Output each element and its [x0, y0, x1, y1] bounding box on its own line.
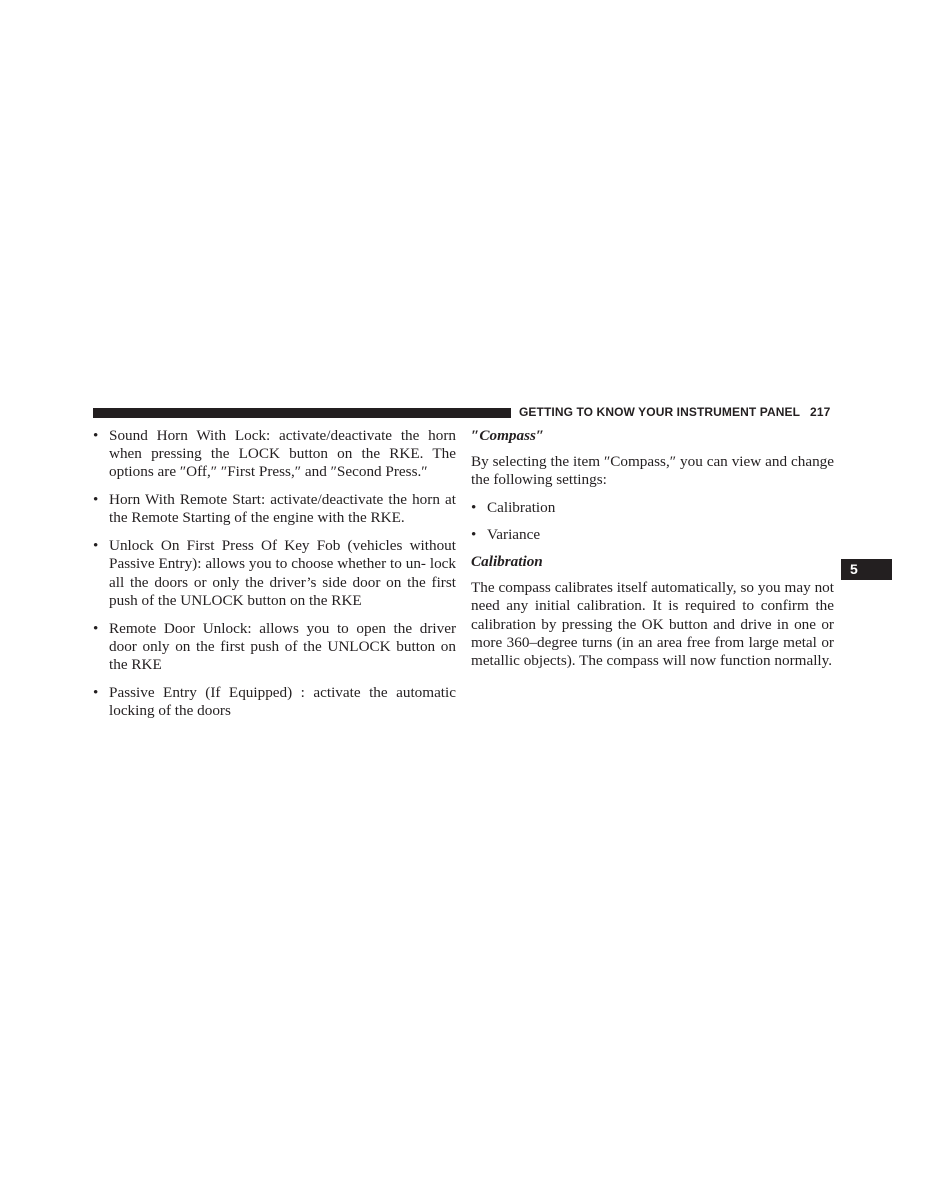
list-item-text: Sound Horn With Lock: activate/deactivate the horn when pressing the LOCK button on the RKE. The options are ″Off,″ ″First Press,″ and ″Second Press.″ — [109, 427, 456, 481]
right-column — [471, 427, 834, 670]
page-number: 217 — [810, 405, 831, 419]
list-item — [93, 491, 456, 527]
calibration-text: The compass calibrates itself automatically, so you may not need any initial calibration. It is required to confirm the calibration by pressing the OK button and drive in one or more 360–degree turns (in an area free from large metal or metallic objects). The compass will now function normally. — [471, 579, 834, 670]
compass-heading: ″Compass″ — [471, 427, 545, 444]
list-item-text: Variance — [487, 525, 541, 543]
section-title: GETTING TO KNOW YOUR INSTRUMENT PANEL — [519, 405, 801, 419]
running-header — [519, 405, 830, 419]
list-item-text: Horn With Remote Start: activate/deactivate the horn at the Remote Starting of the engine with the RKE. — [109, 491, 456, 527]
bullet-icon: • — [93, 619, 99, 637]
compass-intro: By selecting the item ″Compass,″ you can view and change the following settings: — [471, 453, 834, 489]
list-item-text: Passive Entry (If Equipped) : activate the automatic locking of the doors — [109, 683, 456, 720]
calibration-heading: Calibration — [471, 553, 543, 571]
compass-settings-list — [471, 499, 834, 544]
list-item-text: Calibration — [487, 498, 556, 516]
chapter-tab: 5 — [841, 559, 892, 580]
bullet-icon: • — [93, 537, 99, 555]
list-item — [93, 427, 456, 482]
list-item — [471, 526, 834, 544]
bullet-icon: • — [93, 491, 99, 509]
list-item — [471, 499, 834, 517]
bullet-icon: • — [471, 498, 477, 516]
left-column — [93, 427, 456, 730]
bullet-icon: • — [471, 525, 477, 543]
list-item — [93, 537, 456, 610]
header-rule — [93, 408, 511, 418]
list-item — [93, 684, 456, 720]
bullet-icon: • — [93, 427, 99, 444]
settings-list — [93, 427, 456, 720]
list-item-text: Remote Door Unlock: allows you to open the driver door only on the first push of the UNLOCK button on the RKE — [109, 619, 456, 674]
list-item — [93, 620, 456, 675]
bullet-icon: • — [93, 683, 99, 701]
list-item-text: Unlock On First Press Of Key Fob (vehicles without Passive Entry): allows you to choose whether to un- lock all the doors or only the driver’s side door on the first push of the UNLOCK button on the RKE — [109, 537, 456, 609]
